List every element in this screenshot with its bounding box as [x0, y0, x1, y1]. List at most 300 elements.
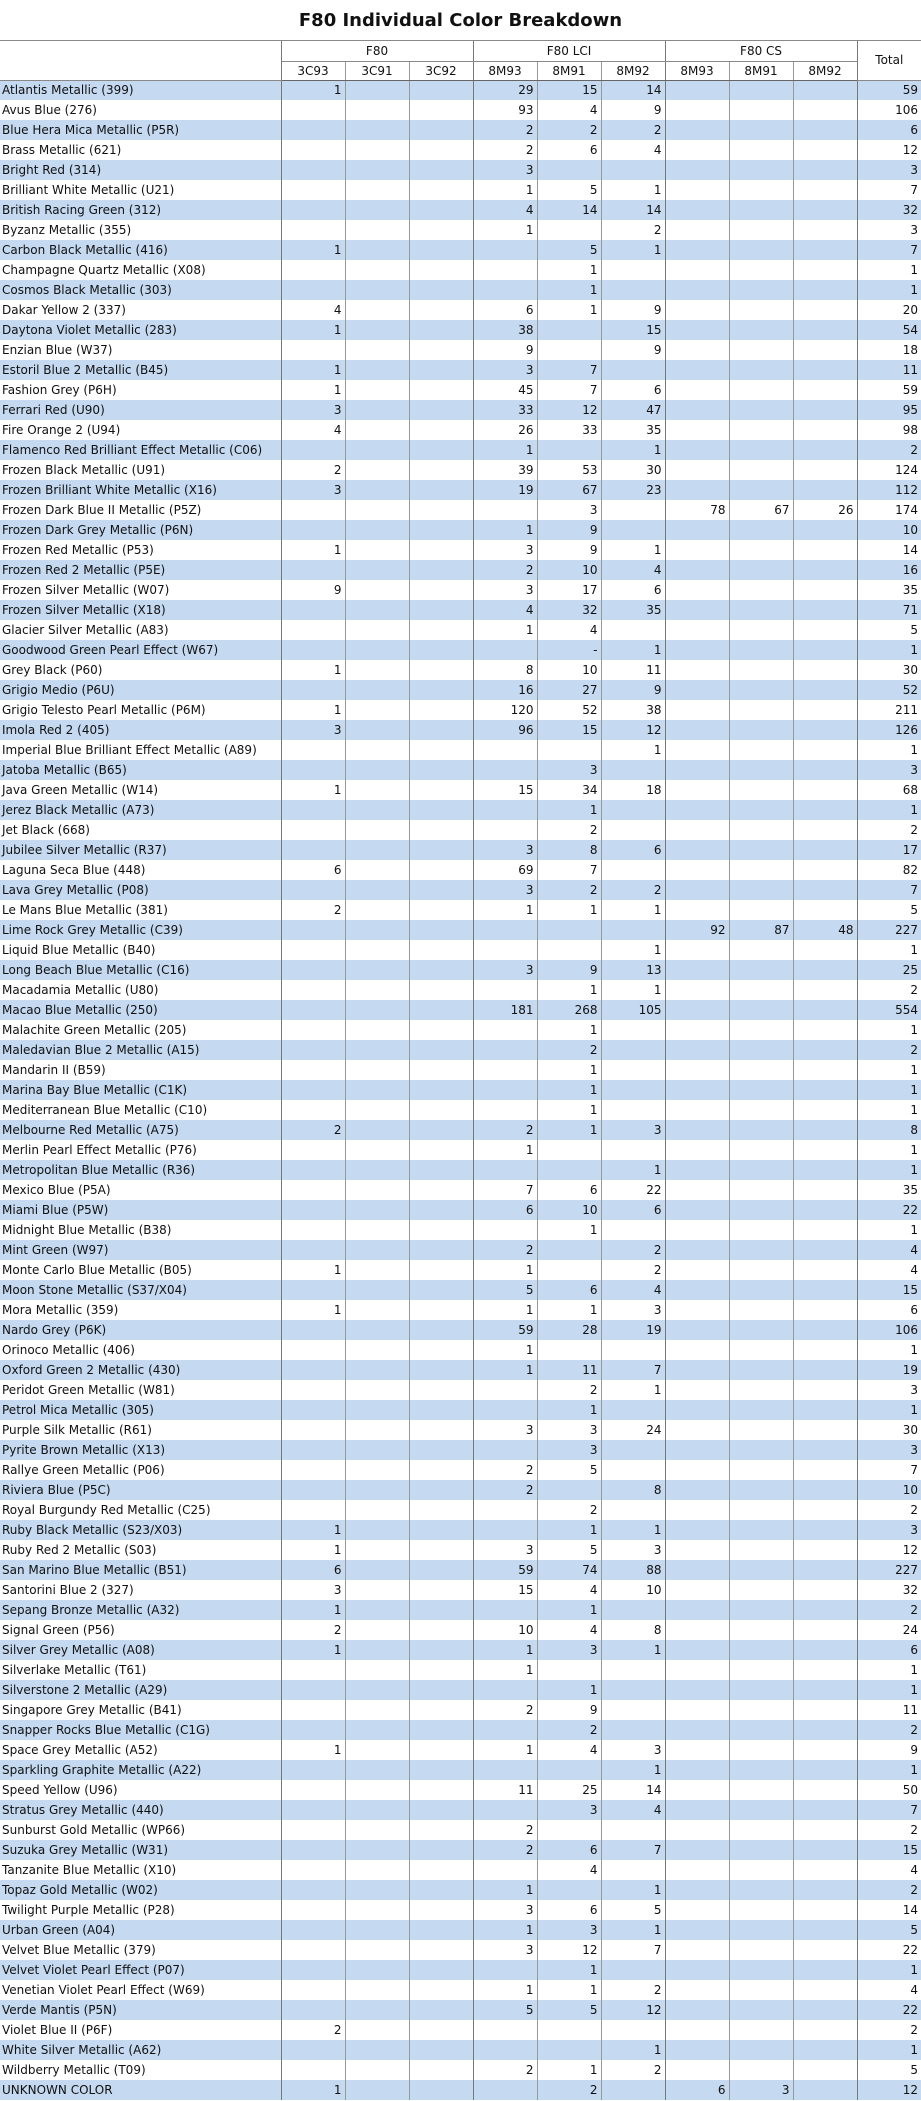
color-name-cell: Verde Mantis (P5N): [2, 2002, 117, 2017]
lci-8m93-cell: [473, 1440, 537, 1460]
cs-8m93-cell: 92: [665, 920, 729, 940]
f80-3c92-cell: [409, 600, 473, 620]
cs-8m92-cell: [793, 600, 857, 620]
cs-8m92-cell: [793, 660, 857, 680]
f80-3c93-cell: [281, 1920, 345, 1940]
cs-8m92-cell: [793, 380, 857, 400]
total-cell: 17: [857, 840, 921, 860]
lci-8m91-cell: 1: [537, 980, 601, 1000]
f80-3c91-cell: [345, 480, 409, 500]
lci-8m92-cell: 1: [601, 900, 665, 920]
table-row: [0, 80, 921, 100]
f80-3c92-cell: [409, 1740, 473, 1760]
cs-8m92-cell: [793, 1600, 857, 1620]
lci-8m92-cell: 7: [601, 1840, 665, 1860]
f80-3c91-cell: [345, 960, 409, 980]
color-name-cell: Velvet Violet Pearl Effect (P07): [2, 1962, 185, 1977]
lci-8m91-cell: 5: [537, 2000, 601, 2020]
cs-8m92-cell: [793, 540, 857, 560]
lci-8m93-cell: 19: [473, 480, 537, 500]
f80-3c93-cell: [281, 180, 345, 200]
f80-3c93-cell: [281, 1240, 345, 1260]
lci-8m93-cell: [473, 240, 537, 260]
total-cell: 8: [857, 1120, 921, 1140]
f80-3c91-cell: [345, 1980, 409, 2000]
cs-8m91-cell: [729, 580, 793, 600]
cs-8m92-cell: [793, 1040, 857, 1060]
cs-8m93-cell: [665, 280, 729, 300]
color-name-cell: Frozen Dark Grey Metallic (P6N): [2, 522, 194, 537]
lci-8m92-cell: 22: [601, 1180, 665, 1200]
f80-3c93-cell: [281, 1440, 345, 1460]
table-row: [0, 620, 921, 640]
total-cell: 11: [857, 1700, 921, 1720]
total-cell: 1: [857, 1340, 921, 1360]
total-cell: 174: [857, 500, 921, 520]
total-cell: 30: [857, 660, 921, 680]
lci-8m92-cell: [601, 1500, 665, 1520]
cs-8m93-cell: [665, 1260, 729, 1280]
color-name-cell: Sepang Bronze Metallic (A32): [2, 1602, 180, 1617]
cs-8m92-cell: 26: [793, 500, 857, 520]
lci-8m91-cell: 25: [537, 1780, 601, 1800]
cs-8m93-cell: [665, 980, 729, 1000]
f80-3c92-cell: [409, 1620, 473, 1640]
cs-8m91-cell: [729, 460, 793, 480]
color-name-cell: Royal Burgundy Red Metallic (C25): [2, 1502, 211, 1517]
f80-3c93-cell: 1: [281, 1600, 345, 1620]
lci-8m93-cell: 5: [473, 1280, 537, 1300]
cs-8m92-cell: [793, 1440, 857, 1460]
lci-8m93-cell: [473, 1060, 537, 1080]
f80-3c92-cell: [409, 560, 473, 580]
cs-8m91-cell: [729, 520, 793, 540]
color-name-cell: Fashion Grey (P6H): [2, 382, 117, 397]
f80-3c91-cell: [345, 920, 409, 940]
cs-8m92-cell: [793, 100, 857, 120]
cs-8m91-cell: [729, 320, 793, 340]
total-cell: 54: [857, 320, 921, 340]
lci-8m93-cell: [473, 1160, 537, 1180]
f80-3c91-cell: [345, 800, 409, 820]
table-row: [0, 1960, 921, 1980]
f80-3c91-cell: [345, 980, 409, 1000]
lci-8m93-cell: 10: [473, 1620, 537, 1640]
code-header: 8M91: [729, 61, 793, 80]
color-name-header: [0, 41, 281, 80]
total-cell: 15: [857, 1840, 921, 1860]
f80-3c92-cell: [409, 1000, 473, 1020]
lci-8m93-cell: 6: [473, 300, 537, 320]
lci-8m91-cell: [537, 440, 601, 460]
f80-3c92-cell: [409, 1440, 473, 1460]
f80-3c92-cell: [409, 1320, 473, 1340]
lci-8m93-cell: 2: [473, 1120, 537, 1140]
lci-8m91-cell: 34: [537, 780, 601, 800]
f80-3c91-cell: [345, 1440, 409, 1460]
lci-8m91-cell: [537, 1820, 601, 1840]
table-row: [0, 520, 921, 540]
f80-3c93-cell: [281, 200, 345, 220]
lci-8m92-cell: 7: [601, 1360, 665, 1380]
cs-8m91-cell: [729, 1820, 793, 1840]
cs-8m91-cell: [729, 1020, 793, 1040]
lci-8m93-cell: [473, 1960, 537, 1980]
table-row: [0, 1400, 921, 1420]
f80-3c91-cell: [345, 660, 409, 680]
table-row: [0, 1800, 921, 1820]
cs-8m92-cell: [793, 1160, 857, 1180]
total-cell: 2: [857, 1880, 921, 1900]
cs-8m91-cell: [729, 540, 793, 560]
lci-8m92-cell: 35: [601, 600, 665, 620]
lci-8m93-cell: [473, 1500, 537, 1520]
f80-3c91-cell: [345, 520, 409, 540]
cs-8m93-cell: [665, 1520, 729, 1540]
lci-8m91-cell: 52: [537, 700, 601, 720]
f80-3c92-cell: [409, 420, 473, 440]
cs-8m93-cell: [665, 560, 729, 580]
lci-8m93-cell: 11: [473, 1780, 537, 1800]
table-row: [0, 1780, 921, 1800]
lci-8m92-cell: 23: [601, 480, 665, 500]
table-row: [0, 1180, 921, 1200]
cs-8m93-cell: [665, 860, 729, 880]
color-name-cell: Marina Bay Blue Metallic (C1K): [2, 1082, 188, 1097]
f80-3c91-cell: [345, 1040, 409, 1060]
f80-3c91-cell: [345, 900, 409, 920]
f80-3c93-cell: [281, 1820, 345, 1840]
cs-8m92-cell: [793, 1640, 857, 1660]
color-name-cell: Nardo Grey (P6K): [2, 1322, 107, 1337]
cs-8m91-cell: [729, 680, 793, 700]
lci-8m93-cell: 5: [473, 2000, 537, 2020]
lci-8m91-cell: [537, 1160, 601, 1180]
total-cell: 4: [857, 1240, 921, 1260]
cs-8m91-cell: [729, 1360, 793, 1380]
cs-8m92-cell: [793, 1000, 857, 1020]
cs-8m91-cell: [729, 700, 793, 720]
color-name-cell: Brilliant White Metallic (U21): [2, 182, 175, 197]
table-row: [0, 280, 921, 300]
color-name-cell: Flamenco Red Brilliant Effect Metallic (C06): [2, 442, 263, 457]
cs-8m92-cell: [793, 760, 857, 780]
table-row: [0, 1000, 921, 1020]
cs-8m93-cell: [665, 360, 729, 380]
lci-8m92-cell: 3: [601, 1300, 665, 1320]
cs-8m92-cell: [793, 460, 857, 480]
color-name-cell: Mexico Blue (P5A): [2, 1182, 111, 1197]
lci-8m93-cell: 4: [473, 200, 537, 220]
cs-8m93-cell: [665, 1460, 729, 1480]
cs-8m91-cell: [729, 840, 793, 860]
cs-8m93-cell: [665, 1240, 729, 1260]
color-name-cell: Grey Black (P60): [2, 662, 103, 677]
cs-8m93-cell: [665, 1660, 729, 1680]
lci-8m93-cell: 1: [473, 520, 537, 540]
f80-3c92-cell: [409, 840, 473, 860]
color-name-cell: Velvet Blue Metallic (379): [2, 1942, 156, 1957]
cs-8m92-cell: [793, 1720, 857, 1740]
lci-8m93-cell: 1: [473, 1260, 537, 1280]
lci-8m92-cell: [601, 280, 665, 300]
color-name-cell: Enzian Blue (W37): [2, 342, 113, 357]
table-row: [0, 920, 921, 940]
table-row: [0, 880, 921, 900]
f80-3c92-cell: [409, 680, 473, 700]
f80-3c93-cell: [281, 160, 345, 180]
lci-8m93-cell: 1: [473, 1360, 537, 1380]
f80-3c93-cell: 3: [281, 400, 345, 420]
f80-3c91-cell: [345, 1420, 409, 1440]
lci-8m92-cell: 2: [601, 120, 665, 140]
f80-3c92-cell: [409, 1600, 473, 1620]
cs-8m92-cell: [793, 160, 857, 180]
total-cell: 59: [857, 380, 921, 400]
lci-8m92-cell: 1: [601, 1380, 665, 1400]
color-name-cell: Petrol Mica Metallic (305): [2, 1402, 154, 1417]
f80-3c91-cell: [345, 420, 409, 440]
table-row: [0, 260, 921, 280]
color-name-cell: Venetian Violet Pearl Effect (W69): [2, 1982, 205, 1997]
total-cell: 5: [857, 2060, 921, 2080]
f80-3c93-cell: [281, 1960, 345, 1980]
lci-8m92-cell: 14: [601, 1780, 665, 1800]
lci-8m92-cell: 47: [601, 400, 665, 420]
table-row: [0, 860, 921, 880]
cs-8m91-cell: [729, 620, 793, 640]
lci-8m93-cell: 1: [473, 180, 537, 200]
table-row: [0, 1200, 921, 1220]
table-row: [0, 580, 921, 600]
cs-8m93-cell: [665, 1120, 729, 1140]
table-row: [0, 780, 921, 800]
cs-8m93-cell: [665, 1640, 729, 1660]
cs-8m91-cell: [729, 2020, 793, 2040]
f80-3c92-cell: [409, 460, 473, 480]
lci-8m91-cell: 1: [537, 900, 601, 920]
color-name-cell: Merlin Pearl Effect Metallic (P76): [2, 1142, 197, 1157]
lci-8m93-cell: 2: [473, 1240, 537, 1260]
cs-8m91-cell: [729, 1660, 793, 1680]
f80-3c91-cell: [345, 1480, 409, 1500]
f80-3c93-cell: [281, 2060, 345, 2080]
f80-3c93-cell: [281, 800, 345, 820]
f80-3c92-cell: [409, 780, 473, 800]
f80-3c93-cell: [281, 1840, 345, 1860]
lci-8m93-cell: [473, 640, 537, 660]
f80-3c93-cell: [281, 220, 345, 240]
lci-8m91-cell: 67: [537, 480, 601, 500]
color-name-cell: Mint Green (W97): [2, 1242, 109, 1257]
f80-3c93-cell: [281, 620, 345, 640]
f80-3c92-cell: [409, 320, 473, 340]
lci-8m91-cell: 15: [537, 720, 601, 740]
color-name-cell: Stratus Grey Metallic (440): [2, 1802, 164, 1817]
f80-3c93-cell: [281, 2040, 345, 2060]
table-row: [0, 460, 921, 480]
lci-8m92-cell: [601, 160, 665, 180]
f80-3c91-cell: [345, 1720, 409, 1740]
cs-8m91-cell: [729, 800, 793, 820]
lci-8m93-cell: [473, 260, 537, 280]
lci-8m93-cell: [473, 740, 537, 760]
f80-3c91-cell: [345, 1100, 409, 1120]
lci-8m92-cell: [601, 1080, 665, 1100]
f80-3c93-cell: [281, 1900, 345, 1920]
lci-8m93-cell: [473, 2040, 537, 2060]
lci-8m93-cell: 3: [473, 1540, 537, 1560]
total-cell: 3: [857, 760, 921, 780]
cs-8m93-cell: [665, 1560, 729, 1580]
lci-8m92-cell: [601, 1440, 665, 1460]
f80-3c92-cell: [409, 1700, 473, 1720]
cs-8m92-cell: [793, 1100, 857, 1120]
lci-8m92-cell: 3: [601, 1540, 665, 1560]
f80-3c93-cell: 2: [281, 460, 345, 480]
color-name-cell: Jubilee Silver Metallic (R37): [2, 842, 167, 857]
cs-8m92-cell: [793, 700, 857, 720]
f80-3c92-cell: [409, 1820, 473, 1840]
cs-8m93-cell: [665, 1320, 729, 1340]
color-name-cell: Frozen Silver Metallic (W07): [2, 582, 170, 597]
lci-8m92-cell: 2: [601, 2060, 665, 2080]
group-header-f80-lci: F80 LCI: [473, 41, 665, 61]
lci-8m91-cell: 53: [537, 460, 601, 480]
f80-3c92-cell: [409, 140, 473, 160]
cs-8m92-cell: [793, 1120, 857, 1140]
cs-8m93-cell: [665, 780, 729, 800]
f80-3c91-cell: [345, 1680, 409, 1700]
table-row: [0, 1020, 921, 1040]
lci-8m93-cell: [473, 760, 537, 780]
f80-3c92-cell: [409, 1280, 473, 1300]
cs-8m92-cell: [793, 1560, 857, 1580]
table-row: [0, 480, 921, 500]
table-row: [0, 540, 921, 560]
total-cell: 1: [857, 1400, 921, 1420]
color-name-cell: Champagne Quartz Metallic (X08): [2, 262, 206, 277]
f80-3c92-cell: [409, 1380, 473, 1400]
cs-8m91-cell: [729, 1880, 793, 1900]
cs-8m91-cell: [729, 80, 793, 100]
color-name-cell: Frozen Dark Blue II Metallic (P5Z): [2, 502, 202, 517]
color-name-cell: British Racing Green (312): [2, 202, 162, 217]
f80-3c91-cell: [345, 940, 409, 960]
table-row: [0, 640, 921, 660]
lci-8m93-cell: [473, 1860, 537, 1880]
cs-8m91-cell: [729, 2040, 793, 2060]
cs-8m92-cell: [793, 200, 857, 220]
f80-3c93-cell: [281, 120, 345, 140]
cs-8m93-cell: [665, 80, 729, 100]
f80-3c92-cell: [409, 1900, 473, 1920]
f80-3c93-cell: [281, 500, 345, 520]
cs-8m91-cell: [729, 1580, 793, 1600]
color-name-cell: Topaz Gold Metallic (W02): [2, 1882, 158, 1897]
cs-8m91-cell: [729, 980, 793, 1000]
cs-8m92-cell: [793, 1940, 857, 1960]
total-cell: 2: [857, 1500, 921, 1520]
lci-8m91-cell: 2: [537, 880, 601, 900]
f80-3c92-cell: [409, 1480, 473, 1500]
f80-3c92-cell: [409, 740, 473, 760]
table-row: [0, 760, 921, 780]
lci-8m92-cell: 105: [601, 1000, 665, 1020]
f80-3c93-cell: 1: [281, 700, 345, 720]
cs-8m91-cell: [729, 780, 793, 800]
lci-8m92-cell: [601, 760, 665, 780]
lci-8m92-cell: [601, 1340, 665, 1360]
lci-8m92-cell: 2: [601, 1260, 665, 1280]
table-row: [0, 1140, 921, 1160]
f80-3c92-cell: [409, 400, 473, 420]
total-cell: 20: [857, 300, 921, 320]
lci-8m91-cell: 3: [537, 1920, 601, 1940]
cs-8m93-cell: [665, 1060, 729, 1080]
color-name-cell: Riviera Blue (P5C): [2, 1482, 111, 1497]
cs-8m93-cell: [665, 140, 729, 160]
cs-8m91-cell: [729, 220, 793, 240]
f80-3c92-cell: [409, 540, 473, 560]
total-cell: 106: [857, 1320, 921, 1340]
table-row: [0, 660, 921, 680]
f80-3c93-cell: [281, 1160, 345, 1180]
f80-3c91-cell: [345, 620, 409, 640]
total-cell: 1: [857, 1680, 921, 1700]
cs-8m91-cell: [729, 1220, 793, 1240]
cs-8m91-cell: [729, 1760, 793, 1780]
cs-8m91-cell: [729, 740, 793, 760]
color-name-cell: Miami Blue (P5W): [2, 1202, 109, 1217]
table-row: [0, 320, 921, 340]
f80-3c93-cell: [281, 1860, 345, 1880]
cs-8m91-cell: [729, 600, 793, 620]
lci-8m91-cell: 2: [537, 820, 601, 840]
f80-3c93-cell: [281, 2000, 345, 2020]
lci-8m93-cell: [473, 1040, 537, 1060]
f80-3c93-cell: [281, 1200, 345, 1220]
color-name-cell: Monte Carlo Blue Metallic (B05): [2, 1262, 192, 1277]
lci-8m91-cell: 1: [537, 280, 601, 300]
f80-3c93-cell: 1: [281, 660, 345, 680]
f80-3c92-cell: [409, 480, 473, 500]
f80-3c91-cell: [345, 880, 409, 900]
lci-8m91-cell: 6: [537, 1280, 601, 1300]
lci-8m92-cell: 12: [601, 720, 665, 740]
cs-8m92-cell: [793, 840, 857, 860]
cs-8m92-cell: [793, 1540, 857, 1560]
cs-8m93-cell: [665, 320, 729, 340]
f80-3c91-cell: [345, 1840, 409, 1860]
f80-3c93-cell: 1: [281, 320, 345, 340]
total-cell: 7: [857, 180, 921, 200]
lci-8m93-cell: [473, 1720, 537, 1740]
f80-3c92-cell: [409, 1560, 473, 1580]
total-cell: 2: [857, 1820, 921, 1840]
f80-3c91-cell: [345, 100, 409, 120]
cs-8m92-cell: [793, 1880, 857, 1900]
sheet-title-bar: [0, 0, 921, 41]
lci-8m91-cell: 1: [537, 1120, 601, 1140]
f80-3c91-cell: [345, 1360, 409, 1380]
cs-8m91-cell: [729, 1620, 793, 1640]
cs-8m92-cell: [793, 1900, 857, 1920]
cs-8m93-cell: [665, 720, 729, 740]
f80-3c93-cell: [281, 1880, 345, 1900]
cs-8m91-cell: [729, 1600, 793, 1620]
color-name-cell: Santorini Blue 2 (327): [2, 1582, 134, 1597]
